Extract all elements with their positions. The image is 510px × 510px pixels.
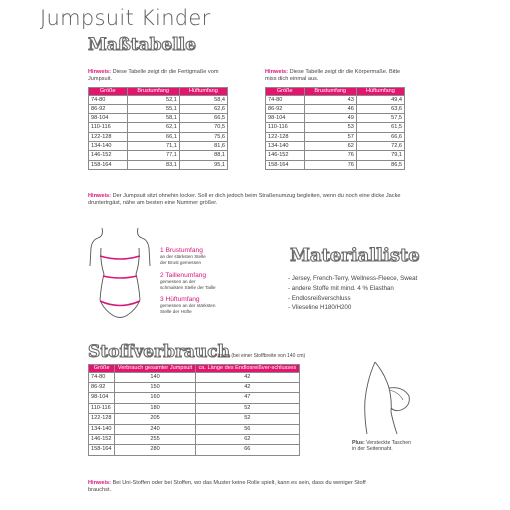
table-row: [89, 434, 300, 444]
table-cell: 74-80: [89, 372, 115, 382]
table-cell: 75,6: [179, 132, 227, 141]
fabric-note-label: Hinweis:: [88, 480, 112, 486]
page-title: Jumpsuit Kinder: [40, 6, 211, 30]
fabric-note: [88, 480, 388, 495]
table-cell: 43: [304, 95, 356, 104]
left-hint-text: Diese Tabelle zeigt dir die Fertigmaße vom Jumpsuit.: [88, 69, 219, 83]
table-cell: 86-92: [266, 104, 305, 113]
table-row: [89, 445, 300, 455]
table-cell: 134-140: [89, 141, 128, 150]
plus-text-2: in der Seitennaht.: [352, 446, 393, 453]
table-cell: 134-140: [89, 424, 115, 434]
table-cell: 88,1: [179, 151, 227, 160]
table-header-cell: Größe: [89, 365, 115, 373]
table-header-cell: Verbrauch gesamter Jumpsuit: [115, 365, 195, 373]
material-item: - andere Stoffe mit mind. 4 % Elasthan: [288, 284, 394, 292]
table-cell: 146-152: [89, 151, 128, 160]
plus-text: Versteckte Taschen: [364, 440, 412, 446]
table-cell: 205: [115, 414, 195, 424]
stoffverbrauch-heading: Stoffverbrauch: [88, 342, 231, 362]
table-cell: 58,4: [179, 95, 227, 104]
table-header-cell: Hüftumfang: [179, 88, 227, 96]
table-cell: 158-164: [89, 160, 128, 169]
measure-sub-hip-1: gemessen an der stärksten: [160, 303, 216, 308]
left-table-hint: [88, 69, 233, 84]
table-cell: 62: [304, 141, 356, 150]
table-header-cell: Größe: [89, 88, 128, 96]
table-header-cell: Hüftumfang: [356, 88, 404, 96]
table-row: [89, 114, 228, 123]
table-row: [266, 95, 405, 104]
table-cell: 42: [195, 372, 299, 382]
table-cell: 110-116: [89, 123, 128, 132]
table-cell: 81,6: [179, 141, 227, 150]
right-hint-label: Hinweis:: [265, 69, 289, 75]
table-header-cell: ca. Länge des Endlosreißver-schlusses: [195, 365, 299, 373]
measure-item-chest: [160, 247, 206, 265]
table-cell: 110-116: [89, 403, 115, 413]
finished-measurements-table: [88, 87, 228, 170]
table-row: [266, 141, 405, 150]
table-cell: 49: [304, 114, 356, 123]
measure-sub-chest-1: an der stärksten Stelle: [160, 254, 206, 259]
table-cell: 53: [304, 123, 356, 132]
table-cell: 255: [115, 434, 195, 444]
plus-note: [352, 440, 432, 453]
table-cell: 66,1: [127, 132, 179, 141]
measure-sub-hip-2: Stelle der Hüfte: [160, 308, 192, 314]
table-cell: 49,4: [356, 95, 404, 104]
table-cell: 180: [115, 403, 195, 413]
size-note-label: Hinweis:: [88, 193, 112, 199]
table-cell: 52,1: [127, 95, 179, 104]
table-row: [89, 123, 228, 132]
right-table-hint: [265, 69, 410, 84]
chest-measure-line: [100, 256, 140, 259]
table-cell: 62,1: [127, 123, 179, 132]
table-cell: 62: [195, 434, 299, 444]
table-cell: 52: [195, 403, 299, 413]
measure-label-waist: 2 Taillenumfang: [160, 272, 207, 279]
table-cell: 74-80: [89, 95, 128, 104]
table-cell: 98-104: [89, 393, 115, 403]
table-cell: 55,1: [127, 104, 179, 113]
table-cell: 83,1: [127, 160, 179, 169]
table-cell: 56: [195, 424, 299, 434]
table-cell: 57,5: [356, 114, 404, 123]
size-note-text: Der Jumpsuit sitzt ohnehin locker. Soll er dich jedoch beim Straßenumzug begleiten, wenn du noch eine dicke Jacke druntertrgäst, nähe am besten eine Nummer größer.: [88, 193, 401, 207]
table-row: [89, 141, 228, 150]
table-row: [89, 382, 300, 392]
table-cell: 63,6: [356, 104, 404, 113]
table-cell: 62,6: [179, 104, 227, 113]
table-row: [89, 160, 228, 169]
table-row: [266, 132, 405, 141]
table-cell: 76: [304, 160, 356, 169]
table-cell: 158-164: [266, 160, 305, 169]
table-cell: 58,1: [127, 114, 179, 123]
table-cell: 86,5: [356, 160, 404, 169]
stoffverbrauch-note: in cm (bei einer Stoffbreite von 140 cm): [218, 353, 306, 359]
table-header-cell: Brustumfang: [304, 88, 356, 96]
table-cell: 158-164: [89, 445, 115, 455]
left-hint-label: Hinweis:: [88, 69, 112, 75]
table-cell: 66,6: [356, 132, 404, 141]
table-cell: 140: [115, 372, 195, 382]
table-cell: 98-104: [266, 114, 305, 123]
table-cell: 110-116: [266, 123, 305, 132]
measure-label-hip: 3 Hüftumfang: [160, 296, 200, 303]
material-item: - Endlosreißverschluss: [288, 294, 351, 302]
body-outline-left-shoulder: [90, 228, 103, 266]
pocket-illustration: [345, 360, 425, 440]
table-cell: 76: [304, 151, 356, 160]
table-cell: 77,1: [127, 151, 179, 160]
plus-label: Plus:: [352, 440, 365, 446]
body-figure-illustration: [88, 222, 160, 332]
size-note: [88, 193, 418, 208]
waist-measure-line: [103, 276, 137, 278]
table-row: [266, 151, 405, 160]
right-hint-text: Diese Tabelle zeigt dir die Körpermaße. Bitte miss dich einmal aus.: [265, 69, 401, 83]
materialliste-heading: Materialliste: [290, 245, 420, 266]
table-cell: 61,5: [356, 123, 404, 132]
table-cell: 71,1: [127, 141, 179, 150]
fabric-note-text: Bei Uni-Stoffen oder bei Stoffen, wo das Muster keine Rolle spielt, kann es sein, dass du weniger Stoff brauchst.: [88, 480, 366, 494]
table-cell: 79,1: [356, 151, 404, 160]
table-cell: 134-140: [266, 141, 305, 150]
table-header-cell: Größe: [266, 88, 305, 96]
table-row: [89, 95, 228, 104]
table-cell: 122-128: [266, 132, 305, 141]
garment-side-seam: [375, 362, 397, 434]
table-header-row: [89, 88, 228, 96]
table-row: [266, 104, 405, 113]
table-row: [89, 151, 228, 160]
pocket-bag-outline: [389, 388, 409, 411]
table-cell: 72,6: [356, 141, 404, 150]
measure-sub-waist-2: schmalsten Stelle der Taille: [160, 284, 216, 290]
fabric-consumption-table: [88, 364, 300, 456]
table-row: [89, 372, 300, 382]
table-cell: 74-80: [266, 95, 305, 104]
table-cell: 95,1: [179, 160, 227, 169]
table-row: [89, 104, 228, 113]
table-cell: 146-152: [266, 151, 305, 160]
measure-sub-waist-1: gemessen an der: [160, 279, 196, 284]
measure-item-waist: [160, 272, 216, 290]
table-cell: 52: [195, 414, 299, 424]
table-cell: 160: [115, 393, 195, 403]
table-row: [89, 424, 300, 434]
table-row: [266, 160, 405, 169]
table-cell: 150: [115, 382, 195, 392]
hip-measure-line: [100, 301, 140, 306]
table-cell: 57: [304, 132, 356, 141]
material-item: - Vlieseline H180/H200: [288, 304, 352, 312]
table-row: [266, 114, 405, 123]
table-header-row: [266, 88, 405, 96]
table-cell: 98-104: [89, 114, 128, 123]
measure-sub-chest-2: der Brust gemessen: [160, 259, 202, 265]
table-cell: 122-128: [89, 132, 128, 141]
table-row: [89, 393, 300, 403]
table-cell: 47: [195, 393, 299, 403]
table-header-cell: Brustumfang: [127, 88, 179, 96]
table-cell: 122-128: [89, 414, 115, 424]
measure-label-chest: 1 Brustumfang: [160, 247, 203, 254]
table-row: [89, 414, 300, 424]
table-cell: 240: [115, 424, 195, 434]
table-row: [89, 403, 300, 413]
table-cell: 280: [115, 445, 195, 455]
table-cell: 86-92: [89, 104, 128, 113]
table-cell: 146-152: [89, 434, 115, 444]
table-cell: 66: [195, 445, 299, 455]
table-cell: 66,5: [179, 114, 227, 123]
material-item: - Jersey, French-Terry, Wellness-Fleece, Sweat: [288, 275, 418, 282]
table-cell: 86-92: [89, 382, 115, 392]
garment-outline: [365, 362, 375, 434]
table-row: [89, 132, 228, 141]
table-header-row: [89, 365, 300, 373]
body-outline-right-shoulder: [138, 228, 151, 266]
table-cell: 42: [195, 382, 299, 392]
body-measurements-table: [265, 87, 405, 170]
table-row: [266, 123, 405, 132]
table-cell: 46: [304, 104, 356, 113]
table-cell: 70,5: [179, 123, 227, 132]
masstabelle-heading: Maßtabelle: [88, 35, 197, 55]
material-list: [288, 274, 488, 313]
measure-item-hip: [160, 296, 215, 314]
